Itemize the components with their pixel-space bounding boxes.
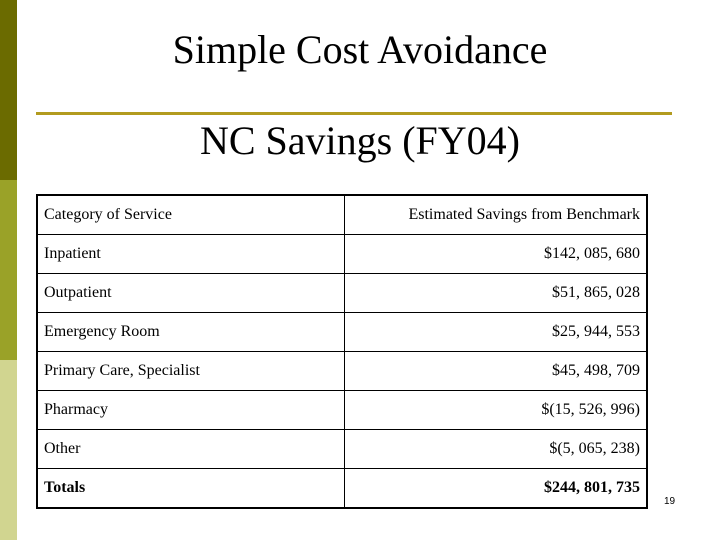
row-savings: $45, 498, 709 <box>345 352 648 391</box>
slide-subtitle: NC Savings (FY04) <box>199 118 521 163</box>
row-category: Outpatient <box>37 274 345 313</box>
table-row <box>37 235 647 274</box>
row-category: Pharmacy <box>37 391 345 430</box>
totals-label: Totals <box>37 469 345 509</box>
accent-bar-middle <box>0 180 17 360</box>
savings-table <box>36 194 648 509</box>
row-category: Primary Care, Specialist <box>37 352 345 391</box>
row-savings: $51, 865, 028 <box>345 274 648 313</box>
row-savings: $25, 944, 553 <box>345 313 648 352</box>
row-savings: $(5, 065, 238) <box>345 430 648 469</box>
table-row <box>37 352 647 391</box>
page-number: 19 <box>664 496 676 507</box>
row-savings: $(15, 526, 996) <box>345 391 648 430</box>
table-row <box>37 274 647 313</box>
header-savings: Estimated Savings from Benchmark <box>345 195 648 235</box>
row-category: Inpatient <box>37 235 345 274</box>
accent-bar-top <box>0 0 17 180</box>
slide-title: Simple Cost Avoidance <box>172 27 548 72</box>
table-row <box>37 391 647 430</box>
header-category: Category of Service <box>37 195 345 235</box>
title-divider <box>36 112 672 115</box>
table-row <box>37 430 647 469</box>
row-savings: $142, 085, 680 <box>345 235 648 274</box>
accent-bar-bottom <box>0 360 17 540</box>
totals-savings: $244, 801, 735 <box>345 469 648 509</box>
totals-row <box>37 469 647 509</box>
table-row <box>37 313 647 352</box>
row-category: Emergency Room <box>37 313 345 352</box>
table-header-row <box>37 195 647 235</box>
row-category: Other <box>37 430 345 469</box>
